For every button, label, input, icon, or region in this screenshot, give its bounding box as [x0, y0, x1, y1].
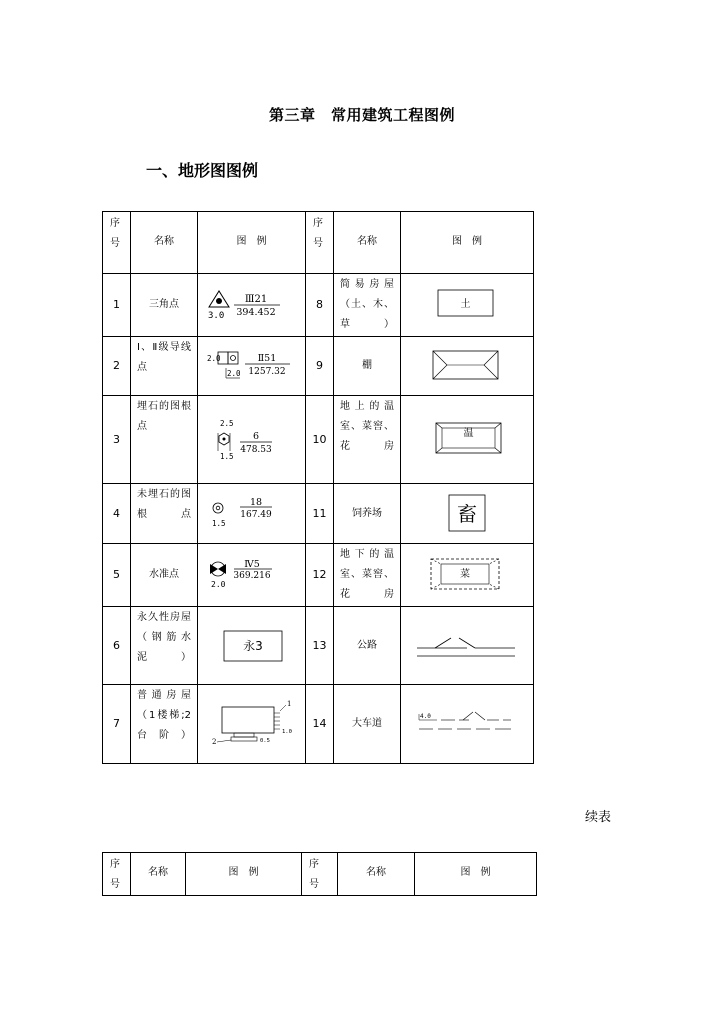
continued-label: 续表: [585, 810, 612, 825]
row-number: 5: [103, 544, 131, 607]
simple-house-icon: [401, 285, 533, 325]
header-seq: 序 号: [103, 212, 131, 274]
table-row: [103, 607, 534, 685]
s5-top: Ⅳ5: [243, 559, 260, 570]
s1-left: 3.0: [207, 311, 224, 321]
s1-top: Ⅲ21: [244, 294, 267, 305]
legend-traverse-point: [198, 337, 306, 396]
header-name-2: 名称: [334, 212, 401, 274]
table-header-row: [103, 853, 537, 896]
row-name: 公路: [334, 607, 401, 685]
table-row: [103, 484, 534, 544]
table-row: [103, 396, 534, 484]
s10-text: 温: [463, 427, 474, 439]
s1-bottom: 394.452: [235, 307, 276, 318]
row-number: 9: [306, 337, 334, 396]
s11-text: 畜: [457, 501, 477, 526]
row-name: 未埋石的图根点: [131, 484, 198, 544]
s5-a: 2.0: [210, 580, 225, 589]
row-name: 三角点: [131, 274, 198, 337]
benchmark-icon: [204, 555, 300, 595]
s14-a: 4.0: [420, 713, 431, 720]
row-number: 4: [103, 484, 131, 544]
header-legend: 图 例: [186, 853, 302, 896]
shed-icon: [401, 346, 533, 386]
s3-b: 1.5: [219, 451, 234, 461]
header-name: 名称: [131, 853, 186, 896]
legend-shed: [401, 337, 534, 396]
s5-bottom: 369.216: [232, 571, 271, 581]
row-number: 13: [306, 607, 334, 685]
s7-b: 1.0: [281, 729, 292, 735]
legend-unburied-control-point: [198, 484, 306, 544]
legend-simple-house: [401, 274, 534, 337]
legend-benchmark: [198, 544, 306, 607]
row-name: 地上的温室、菜窖、花房: [334, 396, 401, 484]
row-number: 8: [306, 274, 334, 337]
s2-top: Ⅱ51: [257, 353, 276, 364]
header-name: 名称: [131, 212, 198, 274]
s2-b: 2.0: [226, 369, 241, 378]
legend-ordinary-house: [198, 685, 306, 764]
header-seq-2: 序 号: [302, 853, 338, 896]
legend-underground-greenhouse: [401, 544, 534, 607]
triangulation-point-icon: [204, 285, 300, 325]
row-number: 14: [306, 685, 334, 764]
row-name: 简易房屋（土、木、草）: [334, 274, 401, 337]
legend-triangulation-point: [198, 274, 306, 337]
row-name: 地下的温室、菜窖、花房: [334, 544, 401, 607]
table-row: [103, 685, 534, 764]
cart-road-icon: [401, 704, 533, 744]
highway-icon: [401, 626, 533, 666]
chapter-title: 第三章 常用建筑工程图例: [268, 106, 455, 124]
row-number: 10: [306, 396, 334, 484]
s4-a: 1.5: [211, 518, 226, 528]
row-name: 永久性房屋（钢筋水泥）: [131, 607, 198, 685]
s7-c: 2: [211, 738, 216, 746]
traverse-point-icon: [204, 346, 300, 386]
table-row: [103, 337, 534, 396]
s3-bottom: 478.53: [239, 444, 272, 455]
s4-top: 18: [249, 496, 262, 508]
header-legend: 图 例: [198, 212, 306, 274]
row-number: 2: [103, 337, 131, 396]
row-number: 3: [103, 396, 131, 484]
legend-cart-road: [401, 685, 534, 764]
header-seq: 序 号: [103, 853, 131, 896]
s12-text: 菜: [460, 569, 470, 580]
s2-a: 2.0: [206, 354, 221, 363]
buried-control-point-icon: [204, 415, 300, 465]
row-name: 大车道: [334, 685, 401, 764]
farm-icon: [401, 492, 533, 536]
row-number: 1: [103, 274, 131, 337]
row-name: 棚: [334, 337, 401, 396]
legend-table: [102, 211, 534, 764]
row-number: 7: [103, 685, 131, 764]
legend-farm: [401, 484, 534, 544]
row-name: 普通房屋（1楼梯;2台阶）: [131, 685, 198, 764]
legend-permanent-house: [198, 607, 306, 685]
table-header-row: [103, 212, 534, 274]
section-title: 一、地形图图例: [146, 161, 259, 180]
row-name: Ⅰ、Ⅱ级导线点: [131, 337, 198, 396]
s8-text: 土: [460, 299, 471, 310]
legend-table-continued: [102, 852, 537, 896]
header-name-2: 名称: [338, 853, 415, 896]
legend-buried-control-point: [198, 396, 306, 484]
header-legend-2: 图 例: [415, 853, 537, 896]
s7-d: 0.5: [259, 738, 270, 744]
row-name: 饲养场: [334, 484, 401, 544]
row-number: 11: [306, 484, 334, 544]
unburied-control-point-icon: [204, 494, 300, 534]
greenhouse-icon: [401, 420, 533, 460]
legend-highway: [401, 607, 534, 685]
s7-a: 1: [286, 700, 291, 708]
table-row: [103, 544, 534, 607]
row-name: 埋石的图根点: [131, 396, 198, 484]
s4-bottom: 167.49: [239, 509, 272, 520]
s2-bottom: 1257.32: [247, 367, 286, 377]
header-legend-2: 图 例: [401, 212, 534, 274]
s6-text: 永3: [242, 638, 263, 653]
underground-greenhouse-icon: [401, 555, 533, 595]
row-number: 6: [103, 607, 131, 685]
permanent-house-icon: [204, 626, 300, 666]
s3-top: 6: [252, 430, 259, 442]
ordinary-house-icon: [204, 699, 300, 749]
row-number: 12: [306, 544, 334, 607]
s3-a: 2.5: [219, 418, 234, 428]
legend-greenhouse: [401, 396, 534, 484]
row-name: 水准点: [131, 544, 198, 607]
table-row: [103, 274, 534, 337]
header-seq-2: 序 号: [306, 212, 334, 274]
